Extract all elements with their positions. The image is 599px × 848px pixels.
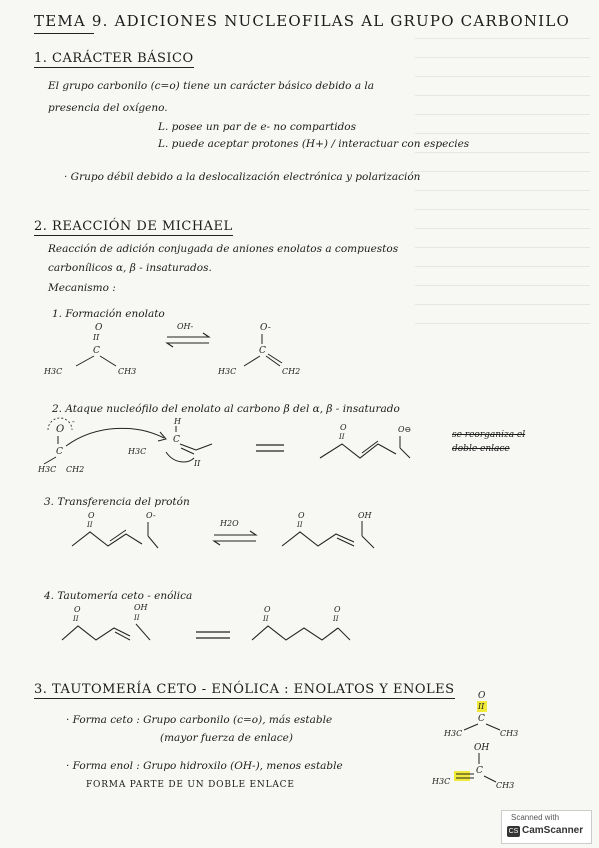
step2-note-line2: doble enlace (452, 444, 510, 454)
step3-product (280, 508, 400, 558)
step4-equals (196, 630, 232, 642)
step4-enol (60, 600, 170, 650)
svg-text:OH: OH (474, 743, 490, 753)
svg-text:II: II (333, 615, 339, 623)
svg-text:C: C (478, 714, 485, 724)
svg-text:II: II (87, 521, 93, 529)
sec3-keto-line1: · Forma ceto : Grupo carbonilo (c=o), más estable (66, 714, 333, 726)
svg-text:CH3: CH3 (118, 367, 137, 376)
svg-text:OH: OH (358, 511, 372, 520)
svg-text:H3C: H3C (432, 777, 451, 786)
svg-text:H3C: H3C (218, 367, 237, 376)
sec2-line1: Reacción de adición conjugada de aniones enolatos a compuestos (48, 243, 399, 255)
svg-text:C: C (476, 766, 483, 776)
enol-structure (432, 740, 532, 790)
camscanner-logo-icon: CS (508, 828, 519, 835)
sec2-line2: carbonílicos α, β - insaturados. (48, 262, 212, 274)
svg-text:C: C (259, 346, 266, 356)
step-4-label: 4. Tautomería ceto - enólica (44, 590, 193, 602)
title-underline (34, 33, 94, 34)
svg-text:II: II (263, 615, 269, 623)
keto-structure (444, 688, 534, 738)
svg-text:O: O (56, 424, 65, 435)
section-2-heading: 2. REACCIÓN DE MICHAEL (34, 219, 233, 234)
sec2-mechanism: Mecanismo : (48, 282, 116, 294)
svg-text:O: O (74, 605, 81, 614)
step-2-label: 2. Ataque nucleófilo del enolato al carbono β del α, β - insaturado (52, 403, 400, 415)
step2-product (312, 420, 422, 470)
svg-text:O: O (340, 423, 347, 432)
camscanner-label: CamScanner (522, 825, 584, 836)
step2-reactants (36, 414, 236, 474)
svg-text:H3C: H3C (128, 447, 147, 456)
sec1-line2: presencia del oxígeno. (48, 102, 168, 114)
enol-highlight (454, 771, 470, 781)
step-1-label: 1. Formación enolato (52, 308, 165, 320)
sec1-line1: El grupo carbonilo (c=o) tiene un carácter básico debido a la (48, 80, 375, 92)
svg-text:O: O (334, 605, 341, 614)
svg-text:O-: O- (260, 323, 271, 333)
step1-equilibrium (165, 322, 215, 350)
section-1-heading: 1. CARÁCTER BÁSICO (34, 51, 194, 66)
sec1-item2: L. puede aceptar protones (H+) / interactuar con especies (158, 138, 470, 150)
svg-text:II: II (478, 702, 485, 711)
step-3-label: 3. Transferencia del protón (44, 496, 190, 508)
svg-text:O⊖: O⊖ (398, 425, 412, 434)
svg-text:CH3: CH3 (496, 781, 515, 790)
svg-text:O: O (95, 323, 103, 333)
scanned-with-label: Scanned with (511, 813, 560, 822)
svg-text:CH2: CH2 (282, 367, 301, 376)
step1-ketone (40, 320, 150, 380)
page-title: TEMA 9. ADICIONES NUCLEOFILAS AL GRUPO CARBONILO (34, 12, 570, 30)
sec3-enol-line2: FORMA PARTE DE UN DOBLE ENLACE (86, 780, 295, 790)
svg-text:O-: O- (146, 511, 156, 520)
step3-equilibrium (212, 519, 262, 548)
svg-text:H3C: H3C (44, 367, 63, 376)
step2-note-line1: se reorganiza el (452, 430, 526, 440)
svg-text:OH-: OH- (177, 322, 194, 331)
step4-diketone (250, 602, 370, 650)
step3-reactant (70, 508, 180, 558)
step2-equals (256, 443, 286, 455)
step1-enolate (218, 320, 338, 380)
svg-text:C: C (173, 435, 180, 445)
svg-text:H: H (174, 417, 181, 426)
svg-text:II: II (339, 433, 345, 441)
svg-text:O: O (264, 605, 271, 614)
svg-text:-: - (72, 417, 75, 426)
svg-text:II: II (73, 615, 79, 623)
camscanner-badge (501, 810, 592, 844)
svg-text:H2O: H2O (220, 519, 239, 528)
svg-text:II: II (93, 333, 100, 342)
svg-text:C: C (56, 447, 63, 457)
sec1-item1: L. posee un par de e- no compartidos (158, 121, 357, 133)
sec1-bullet: · Grupo débil debido a la deslocalización electrónica y polarización (64, 171, 421, 183)
section-3-heading: 3. TAUTOMERÍA CETO - ENÓLICA : ENOLATOS Y ENOLES (34, 682, 455, 697)
svg-text:II: II (134, 614, 140, 622)
svg-text:O: O (478, 691, 486, 701)
svg-text:II: II (297, 521, 303, 529)
svg-text:H3C: H3C (444, 729, 463, 738)
svg-text:CH2: CH2 (66, 465, 85, 474)
sec3-keto-line2: (mayor fuerza de enlace) (160, 732, 293, 744)
svg-text:II: II (194, 459, 201, 468)
svg-text:C: C (93, 346, 100, 356)
bleed-through-lines (415, 20, 590, 640)
svg-text:OH: OH (134, 603, 148, 612)
sec3-enol-line1: · Forma enol : Grupo hidroxilo (OH-), menos estable (66, 760, 343, 772)
svg-text:CH3: CH3 (500, 729, 519, 738)
svg-text:H3C: H3C (38, 465, 57, 474)
svg-text:O: O (88, 511, 95, 520)
svg-text:O: O (298, 511, 305, 520)
